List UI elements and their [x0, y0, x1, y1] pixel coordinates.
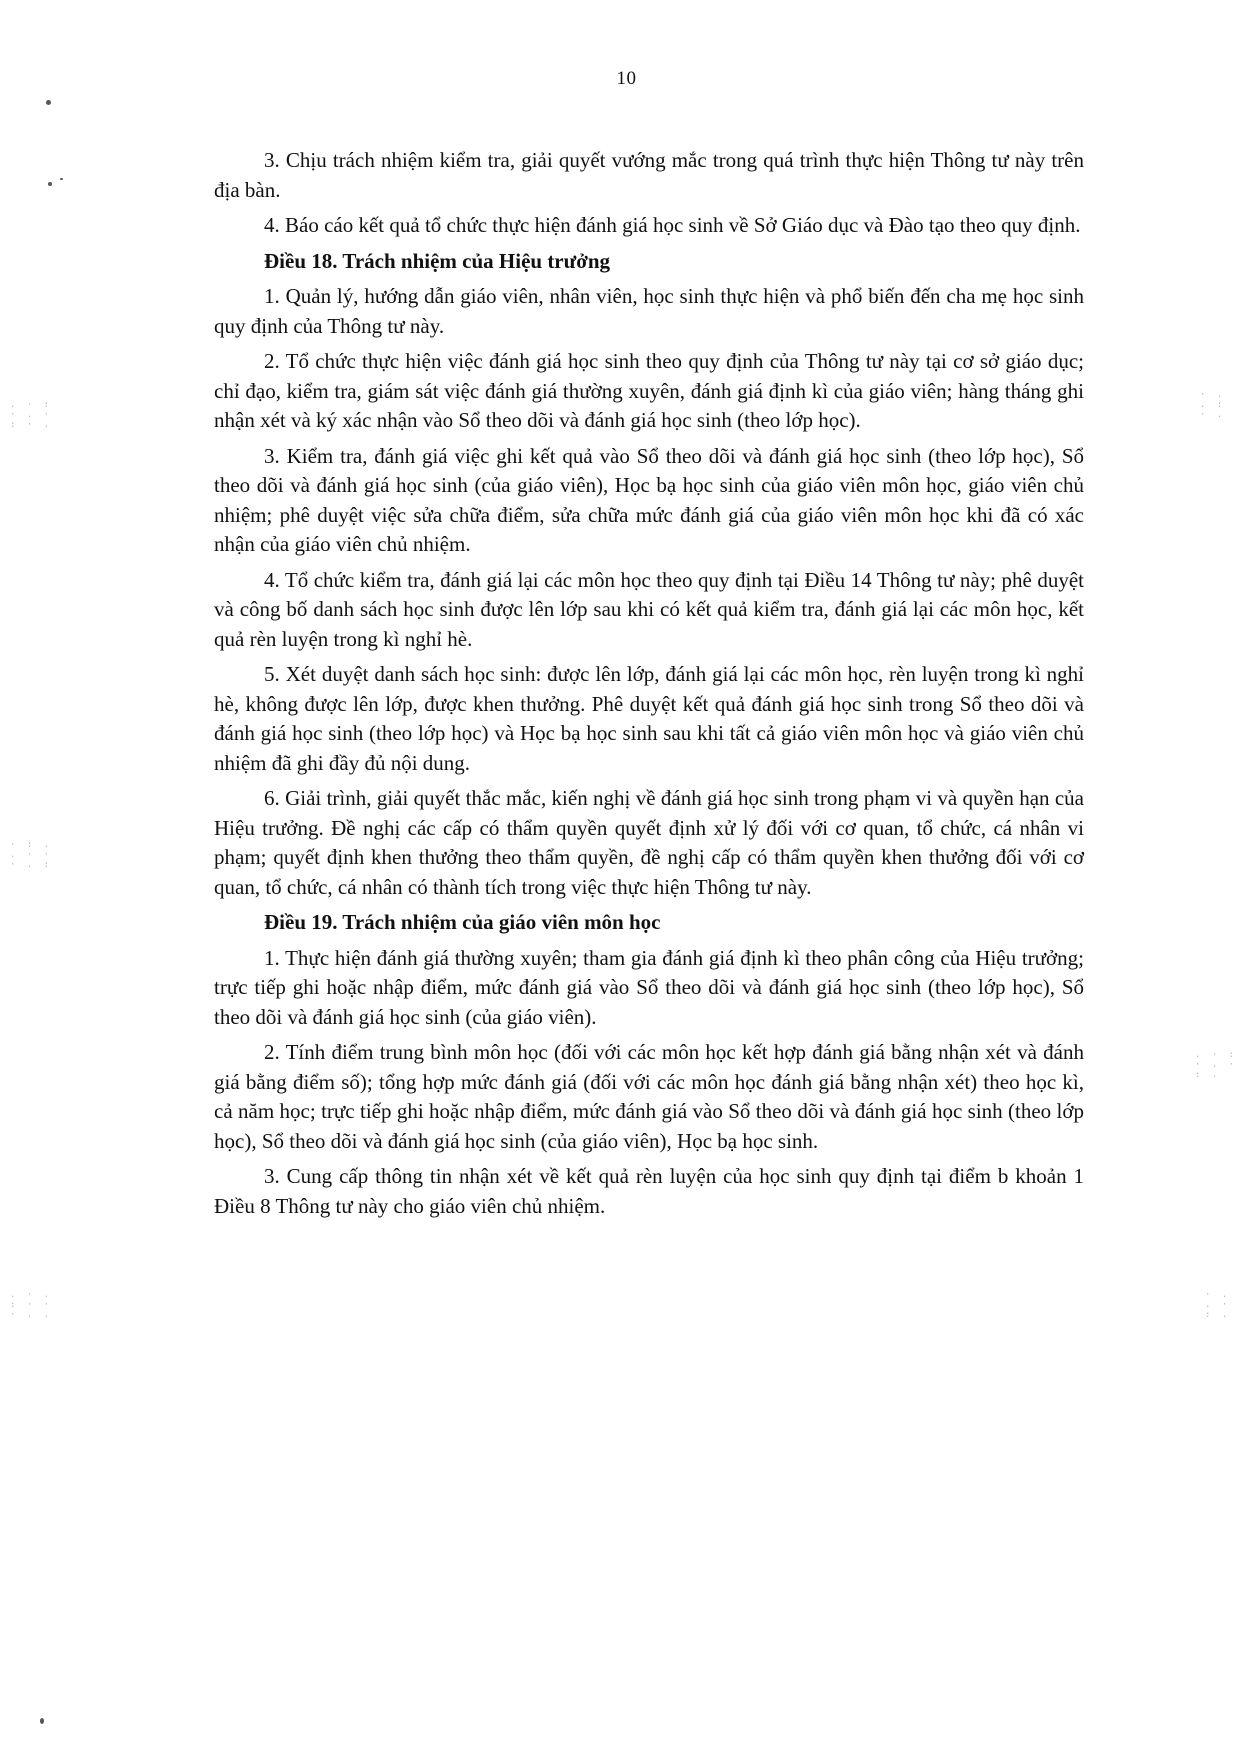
- scan-noise: . · : · . · : .: [1195, 1050, 1238, 1080]
- scan-speck: [40, 1718, 44, 1724]
- scan-noise: . · : · . · : · .: [10, 400, 53, 430]
- paragraph: 2. Tính điểm trung bình môn học (đối với các môn học kết hợp đánh giá bằng nhận xét và đánh giá bằng điểm số); tổng hợp mức đánh giá (đối với các môn học đánh giá bằng nhận xét) theo học kì, cả năm học; trực tiếp ghi hoặc nhập điểm, mức đánh giá vào Sổ theo dõi và đánh giá học sinh (theo lớp học), Sổ theo dõi và đánh giá học sinh (của giáo viên), Học bạ học sinh.: [214, 1040, 1084, 1153]
- paragraph: 1. Quản lý, hướng dẫn giáo viên, nhân viên, học sinh thực hiện và phổ biến đến cha mẹ học sinh quy định của Thông tư này.: [214, 284, 1084, 338]
- scan-noise: · : . . · · · . :: [10, 840, 53, 870]
- paragraph: 3. Kiểm tra, đánh giá việc ghi kết quả vào Sổ theo dõi và đánh giá học sinh (theo lớp học), Sổ theo dõi và đánh giá học sinh (của giáo viên), Học bạ học sinh của giáo viên môn học, giáo viên chủ nhiệm; phê duyệt việc sửa chữa điểm, sửa chữa mức đánh giá của giáo viên môn học khi đã có xác nhận của giáo viên chủ nhiệm.: [214, 443, 1084, 556]
- article-heading: Điều 18. Trách nhiệm của Hiệu trưởng: [264, 248, 611, 273]
- paragraph: 4. Báo cáo kết quả tổ chức thực hiện đánh giá học sinh về Sở Giáo dục và Đào tạo theo quy định.: [264, 213, 1081, 237]
- paragraph: 4. Tổ chức kiểm tra, đánh giá lại các môn học theo quy định tại Điều 14 Thông tư này; phê duyệt và công bố danh sách học sinh được lên lớp sau khi có kết quả kiểm tra, đánh giá lại các môn học, kết quả rèn luyện trong kì nghỉ hè.: [214, 567, 1084, 651]
- paragraph: 6. Giải trình, giải quyết thắc mắc, kiến nghị về đánh giá học sinh trong phạm vi và quyền hạn của Hiệu trưởng. Đề nghị các cấp có thẩm quyền quyết định xử lý đối với cơ quan, tổ chức, cá nhân vi phạm; quyết định khen thưởng theo thẩm quyền, đề nghị cấp có thẩm quyền khen thưởng đối với cơ quan, tổ chức, cá nhân có thành tích trong việc thực hiện Thông tư này.: [214, 786, 1084, 899]
- scan-speck: [60, 178, 63, 180]
- paragraph: 2. Tổ chức thực hiện việc đánh giá học sinh theo quy định của Thông tư này tại cơ sở giáo dục; chỉ đạo, kiểm tra, giám sát việc đánh giá thường xuyên, đánh giá định kì của giáo viên; hàng tháng ghi nhận xét và ký xác nhận vào Sổ theo dõi và đánh giá học sinh (theo lớp học).: [214, 349, 1084, 432]
- scan-noise: . · . : · · · . .: [10, 1290, 53, 1320]
- page-number: 10: [616, 68, 637, 89]
- scan-noise: · . . : · .: [1200, 390, 1226, 420]
- scan-speck: [48, 182, 52, 186]
- paragraph: 3. Chịu trách nhiệm kiểm tra, giải quyết vướng mắc trong quá trình thực hiện Thông tư này trên địa bàn.: [214, 148, 1084, 202]
- paragraph: 5. Xét duyệt danh sách học sinh: được lên lớp, đánh giá lại các môn học, rèn luyện trong kì nghỉ hè, không được lên lớp, được khen thưởng. Phê duyệt kết quả đánh giá học sinh trong Sổ theo dõi và đánh giá học sinh (theo lớp học) và Học bạ học sinh sau khi tất cả giáo viên môn học và giáo viên chủ nhiệm đã ghi đầy đủ nội dung.: [214, 662, 1084, 775]
- paragraph: 3. Cung cấp thông tin nhận xét về kết quả rèn luyện của học sinh quy định tại điểm b khoản 1 Điều 8 Thông tư này cho giáo viên chủ nhiệm.: [214, 1164, 1084, 1218]
- scan-speck: [46, 100, 51, 105]
- paragraph: 1. Thực hiện đánh giá thường xuyên; tham gia đánh giá định kì theo phân công của Hiệu trưởng; trực tiếp ghi hoặc nhập điểm, mức đánh giá vào Sổ theo dõi và đánh giá học sinh (theo lớp học), Sổ theo dõi và đánh giá học sinh (của giáo viên).: [214, 945, 1084, 1029]
- document-body: [214, 146, 1084, 1227]
- article-heading: Điều 19. Trách nhiệm của giáo viên môn học: [264, 910, 661, 934]
- scan-noise: · . . · : .: [1205, 1290, 1231, 1320]
